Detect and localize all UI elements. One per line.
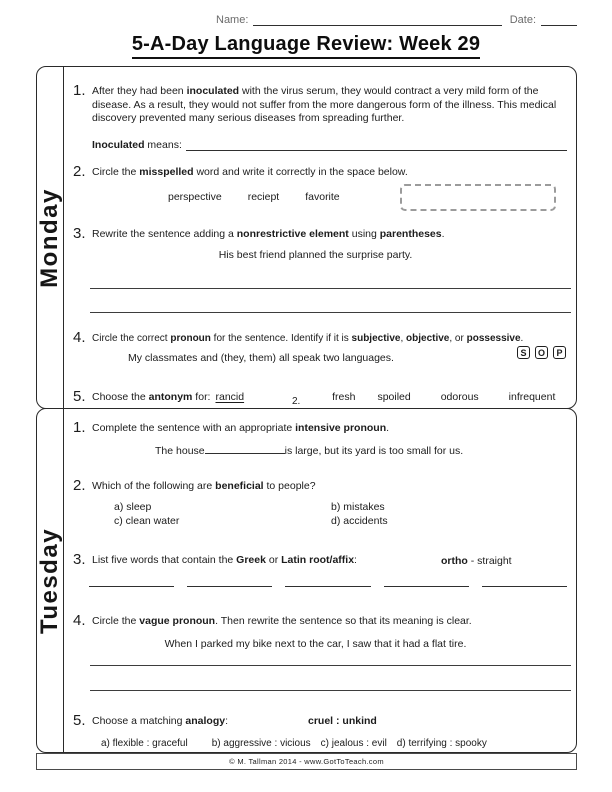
- tuesday-q2-options: [114, 501, 388, 527]
- name-label: Name:: [216, 14, 249, 26]
- answer-option: b) mistakes: [331, 501, 385, 513]
- monday-q3: [64, 225, 567, 242]
- answer-option: fresh: [332, 391, 356, 403]
- answer-option: d) accidents: [331, 515, 388, 527]
- monday-content: [64, 67, 576, 408]
- date-blank-line: [541, 13, 577, 26]
- name-blank-line: [253, 13, 501, 26]
- monday-label: Monday: [36, 187, 64, 288]
- answer-blank: [187, 576, 272, 587]
- monday-q1-prompt: After they had been inoculated with the virus serum, they would contract a very mild form of the disease. As a result, they would not suffer from the more dangerous form of the illness. This medical discovery prevented many serious diseases from spreading further.: [92, 85, 557, 124]
- tuesday-label: Tuesday: [36, 527, 63, 634]
- monday-q5: [64, 388, 567, 405]
- answer-blank: [285, 576, 370, 587]
- footer-text: © M. Tallman 2014 - www.GotToTeach.com: [229, 757, 384, 766]
- monday-q2: [64, 163, 567, 180]
- word-choice: favorite: [305, 191, 340, 203]
- answer-blank: [89, 576, 174, 587]
- tuesday-q5-analogy: cruel : unkind: [308, 715, 377, 727]
- tuesday-q2-number: 2.: [73, 477, 86, 494]
- monday-q5-row: [92, 388, 567, 405]
- word-choice: perspective: [168, 191, 222, 203]
- monday-q3-sentence: His best friend planned the surprise party.: [218, 249, 413, 261]
- tuesday-q3-number: 3.: [73, 551, 86, 568]
- tuesday-q5-number: 5.: [73, 712, 86, 729]
- tuesday-q5-prompt: Choose a matching analogy:: [92, 715, 228, 727]
- word-choice: reciept: [247, 191, 280, 203]
- tuesday-q1-prompt: Complete the sentence with an appropriate intensive pronoun.: [92, 422, 390, 434]
- tuesday-q3-answer-blanks: [89, 576, 567, 587]
- tuesday-q4-number: 4.: [73, 612, 86, 629]
- monday-q4-sentence: My classmates and (they, them) all speak two languages.: [128, 352, 394, 364]
- monday-q2-answer-box: [400, 184, 556, 211]
- tuesday-q3-prompt: List five words that contain the Greek or Latin root/affix:: [92, 554, 357, 566]
- tuesday-q2-prompt: Which of the following are beneficial to people?: [92, 480, 316, 492]
- monday-q5-number: 5.: [73, 388, 86, 405]
- tuesday-section: [36, 408, 577, 753]
- tuesday-q3-root: ortho - straight: [441, 555, 512, 567]
- answer-option: a) flexible : graceful: [101, 738, 188, 749]
- monday-q1: [64, 82, 567, 126]
- monday-q1-answer-row: [92, 139, 567, 151]
- tuesday-q1-sentence-end: is large, but its yard is too small for us.: [284, 445, 464, 457]
- tuesday-q5-row: [92, 712, 567, 729]
- answer-option: a) sleep: [114, 501, 152, 513]
- write-line: [90, 288, 571, 289]
- monday-q4: [64, 329, 567, 346]
- write-line: [90, 312, 571, 313]
- title-row: [0, 33, 612, 59]
- tuesday-q4-sentence: When I parked my bike next to the car, I saw that it had a flat tire.: [164, 638, 467, 650]
- letter-box-possessive: P: [553, 346, 566, 359]
- answer-option: b) aggressive : vicious: [211, 738, 311, 749]
- write-line: [90, 665, 571, 666]
- tuesday-q1-sentence: [155, 443, 463, 457]
- write-line: [90, 690, 571, 691]
- tuesday-q1-number: 1.: [73, 419, 86, 436]
- footer: [36, 753, 577, 770]
- tuesday-q1-blank: [205, 443, 285, 454]
- tuesday-day-column: [37, 409, 64, 752]
- answer-option: d) terrifying : spooky: [396, 738, 487, 749]
- tuesday-q4-prompt: Circle the vague pronoun. Then rewrite the sentence so that its meaning is clear.: [92, 615, 472, 627]
- tuesday-q2: [64, 477, 567, 494]
- monday-q5-prompt: Choose the antonym for:: [92, 391, 211, 403]
- monday-section: [36, 66, 577, 409]
- stray-page-mark: 2.: [292, 396, 301, 407]
- letter-box-objective: O: [535, 346, 548, 359]
- monday-q4-letter-boxes: [517, 346, 566, 359]
- monday-q3-number: 3.: [73, 225, 86, 242]
- monday-q5-target-word: rancid: [215, 391, 245, 403]
- answer-option: spoiled: [377, 391, 411, 403]
- monday-q4-number: 4.: [73, 329, 86, 346]
- monday-q2-word-choices: [168, 191, 340, 203]
- monday-q2-prompt: Circle the misspelled word and write it correctly in the space below.: [92, 166, 408, 178]
- answer-blank: [384, 576, 469, 587]
- answer-option: odorous: [440, 391, 479, 403]
- answer-option: c) clean water: [114, 515, 180, 527]
- name-date-row: [216, 13, 577, 26]
- monday-q1-number: 1.: [73, 82, 86, 99]
- page-title: 5-A-Day Language Review: Week 29: [132, 33, 480, 59]
- tuesday-q1-sentence-start: The house: [155, 445, 205, 457]
- monday-day-column: [37, 67, 64, 408]
- answer-option: c) jealous : evil: [320, 738, 387, 749]
- date-label: Date:: [509, 14, 536, 26]
- monday-q2-number: 2.: [73, 163, 86, 180]
- tuesday-content: [64, 409, 576, 752]
- answer-blank: [482, 576, 567, 587]
- tuesday-q5-options: [101, 738, 487, 749]
- letter-box-subjective: S: [517, 346, 530, 359]
- monday-q1-answer-line: [186, 139, 567, 151]
- answer-option: infrequent: [508, 391, 556, 403]
- tuesday-q4: [64, 612, 567, 629]
- monday-q3-prompt: Rewrite the sentence adding a nonrestrictive element using parentheses.: [92, 228, 445, 240]
- tuesday-q1: [64, 419, 567, 436]
- monday-q4-prompt: Circle the correct pronoun for the sentence. Identify if it is subjective, objective, or possessive.: [92, 333, 524, 344]
- tuesday-q5: [64, 712, 567, 729]
- monday-q1-means-label: Inoculated means:: [92, 139, 182, 151]
